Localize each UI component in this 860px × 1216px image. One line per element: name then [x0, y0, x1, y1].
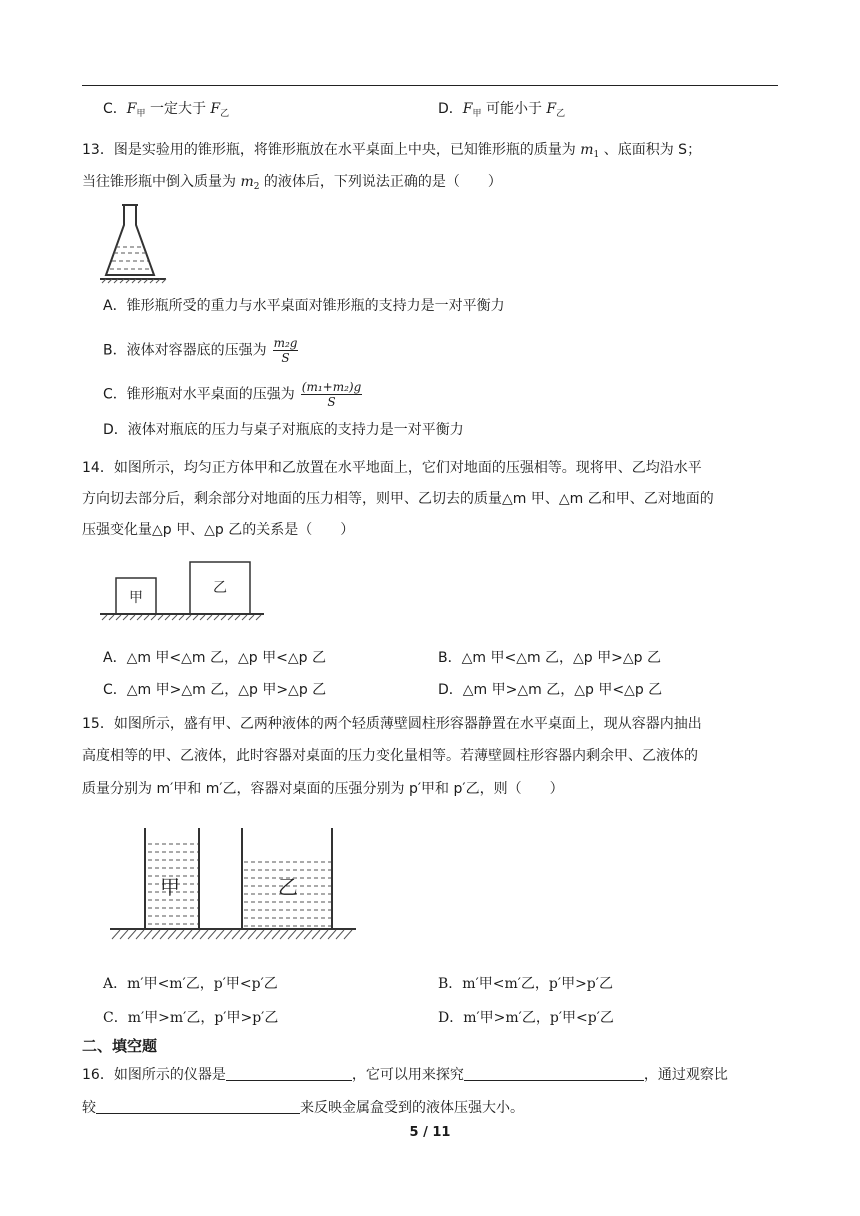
q13-option-d[interactable]: D．液体对瓶底的压力与桌子对瓶底的支持力是一对平衡力 [103, 422, 464, 438]
container-yi-label: 乙 [278, 875, 298, 899]
q16-blank-2[interactable] [464, 1064, 644, 1081]
q14-option-d[interactable]: D．△m 甲>△m 乙，△p 甲<△p 乙 [438, 682, 663, 698]
q16-blank-3[interactable] [96, 1097, 300, 1114]
q16-blank-1[interactable] [226, 1064, 352, 1081]
q15-option-c[interactable]: C．m′甲>m′乙，p′甲>p′乙 [103, 1010, 279, 1026]
cubes-figure [100, 560, 264, 620]
q14-option-c[interactable]: C．△m 甲>△m 乙，△p 甲>△p 乙 [103, 682, 327, 698]
page-number: 5 / 11 [409, 1125, 451, 1140]
q14-stem-line3: 压强变化量△p 甲、△p 乙的关系是（ ） [82, 522, 355, 538]
q13-option-c[interactable]: C．锥形瓶对水平桌面的压强为 $\frac{\text{(m₁+m₂)g}}{S}$ [103, 380, 362, 409]
cube-jia-label: 甲 [129, 590, 143, 606]
q12-option-d[interactable]: D．$F_甲$ 可能小于 $F_乙$ [438, 101, 566, 119]
q13-option-b-fraction: $\frac{\text{m₂g}}{S}$ [273, 336, 298, 365]
q13-option-b[interactable]: B．液体对容器底的压强为 $\frac{\text{m₂g}}{S}$ [103, 336, 298, 365]
q13-stem-line2: 当往锥形瓶中倒入质量为 $m_2$ 的液体后，下列说法正确的是（ ） [82, 174, 502, 192]
q13-option-c-fraction: $\frac{\text{(m₁+m₂)g}}{S}$ [301, 380, 362, 409]
q15-stem-line3: 质量分别为 m′甲和 m′乙，容器对桌面的压强分别为 p′甲和 p′乙，则（ ） [82, 781, 564, 797]
container-jia-label: 甲 [160, 875, 180, 899]
q15-stem-line1: 15．如图所示，盛有甲、乙两种液体的两个轻质薄壁圆柱形容器静置在水平桌面上，现从容器内抽出 [82, 716, 702, 732]
q14-option-a[interactable]: A．△m 甲<△m 乙，△p 甲<△p 乙 [103, 650, 326, 666]
q14-stem-line1: 14．如图所示，均匀正方体甲和乙放置在水平地面上，它们对地面的压强相等。现将甲、乙均沿水平 [82, 460, 702, 476]
q15-option-d[interactable]: D．m′甲>m′乙，p′甲<p′乙 [438, 1010, 614, 1026]
q15-stem-line2: 高度相等的甲、乙液体，此时容器对桌面的压力变化量相等。若薄壁圆柱形容器内剩余甲、乙液体的 [82, 748, 698, 764]
containers-figure [110, 828, 356, 940]
section-heading-fill-in: 二、填空题 [82, 1037, 158, 1055]
header-rule [82, 85, 778, 86]
q12-option-c[interactable]: C．$F_甲$ 一定大于 $F_乙$ [103, 101, 230, 119]
q14-stem-line2: 方向切去部分后，剩余部分对地面的压力相等，则甲、乙切去的质量△m 甲、△m 乙和甲、乙对地面的 [82, 491, 714, 507]
conical-flask-figure [100, 203, 180, 283]
q16-line1: 16．如图所示的仪器是 ，它可以用来探究 ，通过观察比 [82, 1064, 728, 1085]
q14-option-b[interactable]: B．△m 甲<△m 乙，△p 甲>△p 乙 [438, 650, 661, 666]
q15-option-a[interactable]: A．m′甲<m′乙，p′甲<p′乙 [103, 976, 278, 992]
q16-line2: 较 来反映金属盒受到的液体压强大小。 [82, 1097, 524, 1118]
q15-option-b[interactable]: B．m′甲<m′乙，p′甲>p′乙 [438, 976, 613, 992]
q13-option-a[interactable]: A．锥形瓶所受的重力与水平桌面对锥形瓶的支持力是一对平衡力 [103, 298, 505, 314]
q13-stem-line1: 13．图是实验用的锥形瓶，将锥形瓶放在水平桌面上中央，已知锥形瓶的质量为 $m_1$ 、底面积为 S； [82, 142, 702, 160]
cube-yi-label: 乙 [213, 580, 227, 596]
